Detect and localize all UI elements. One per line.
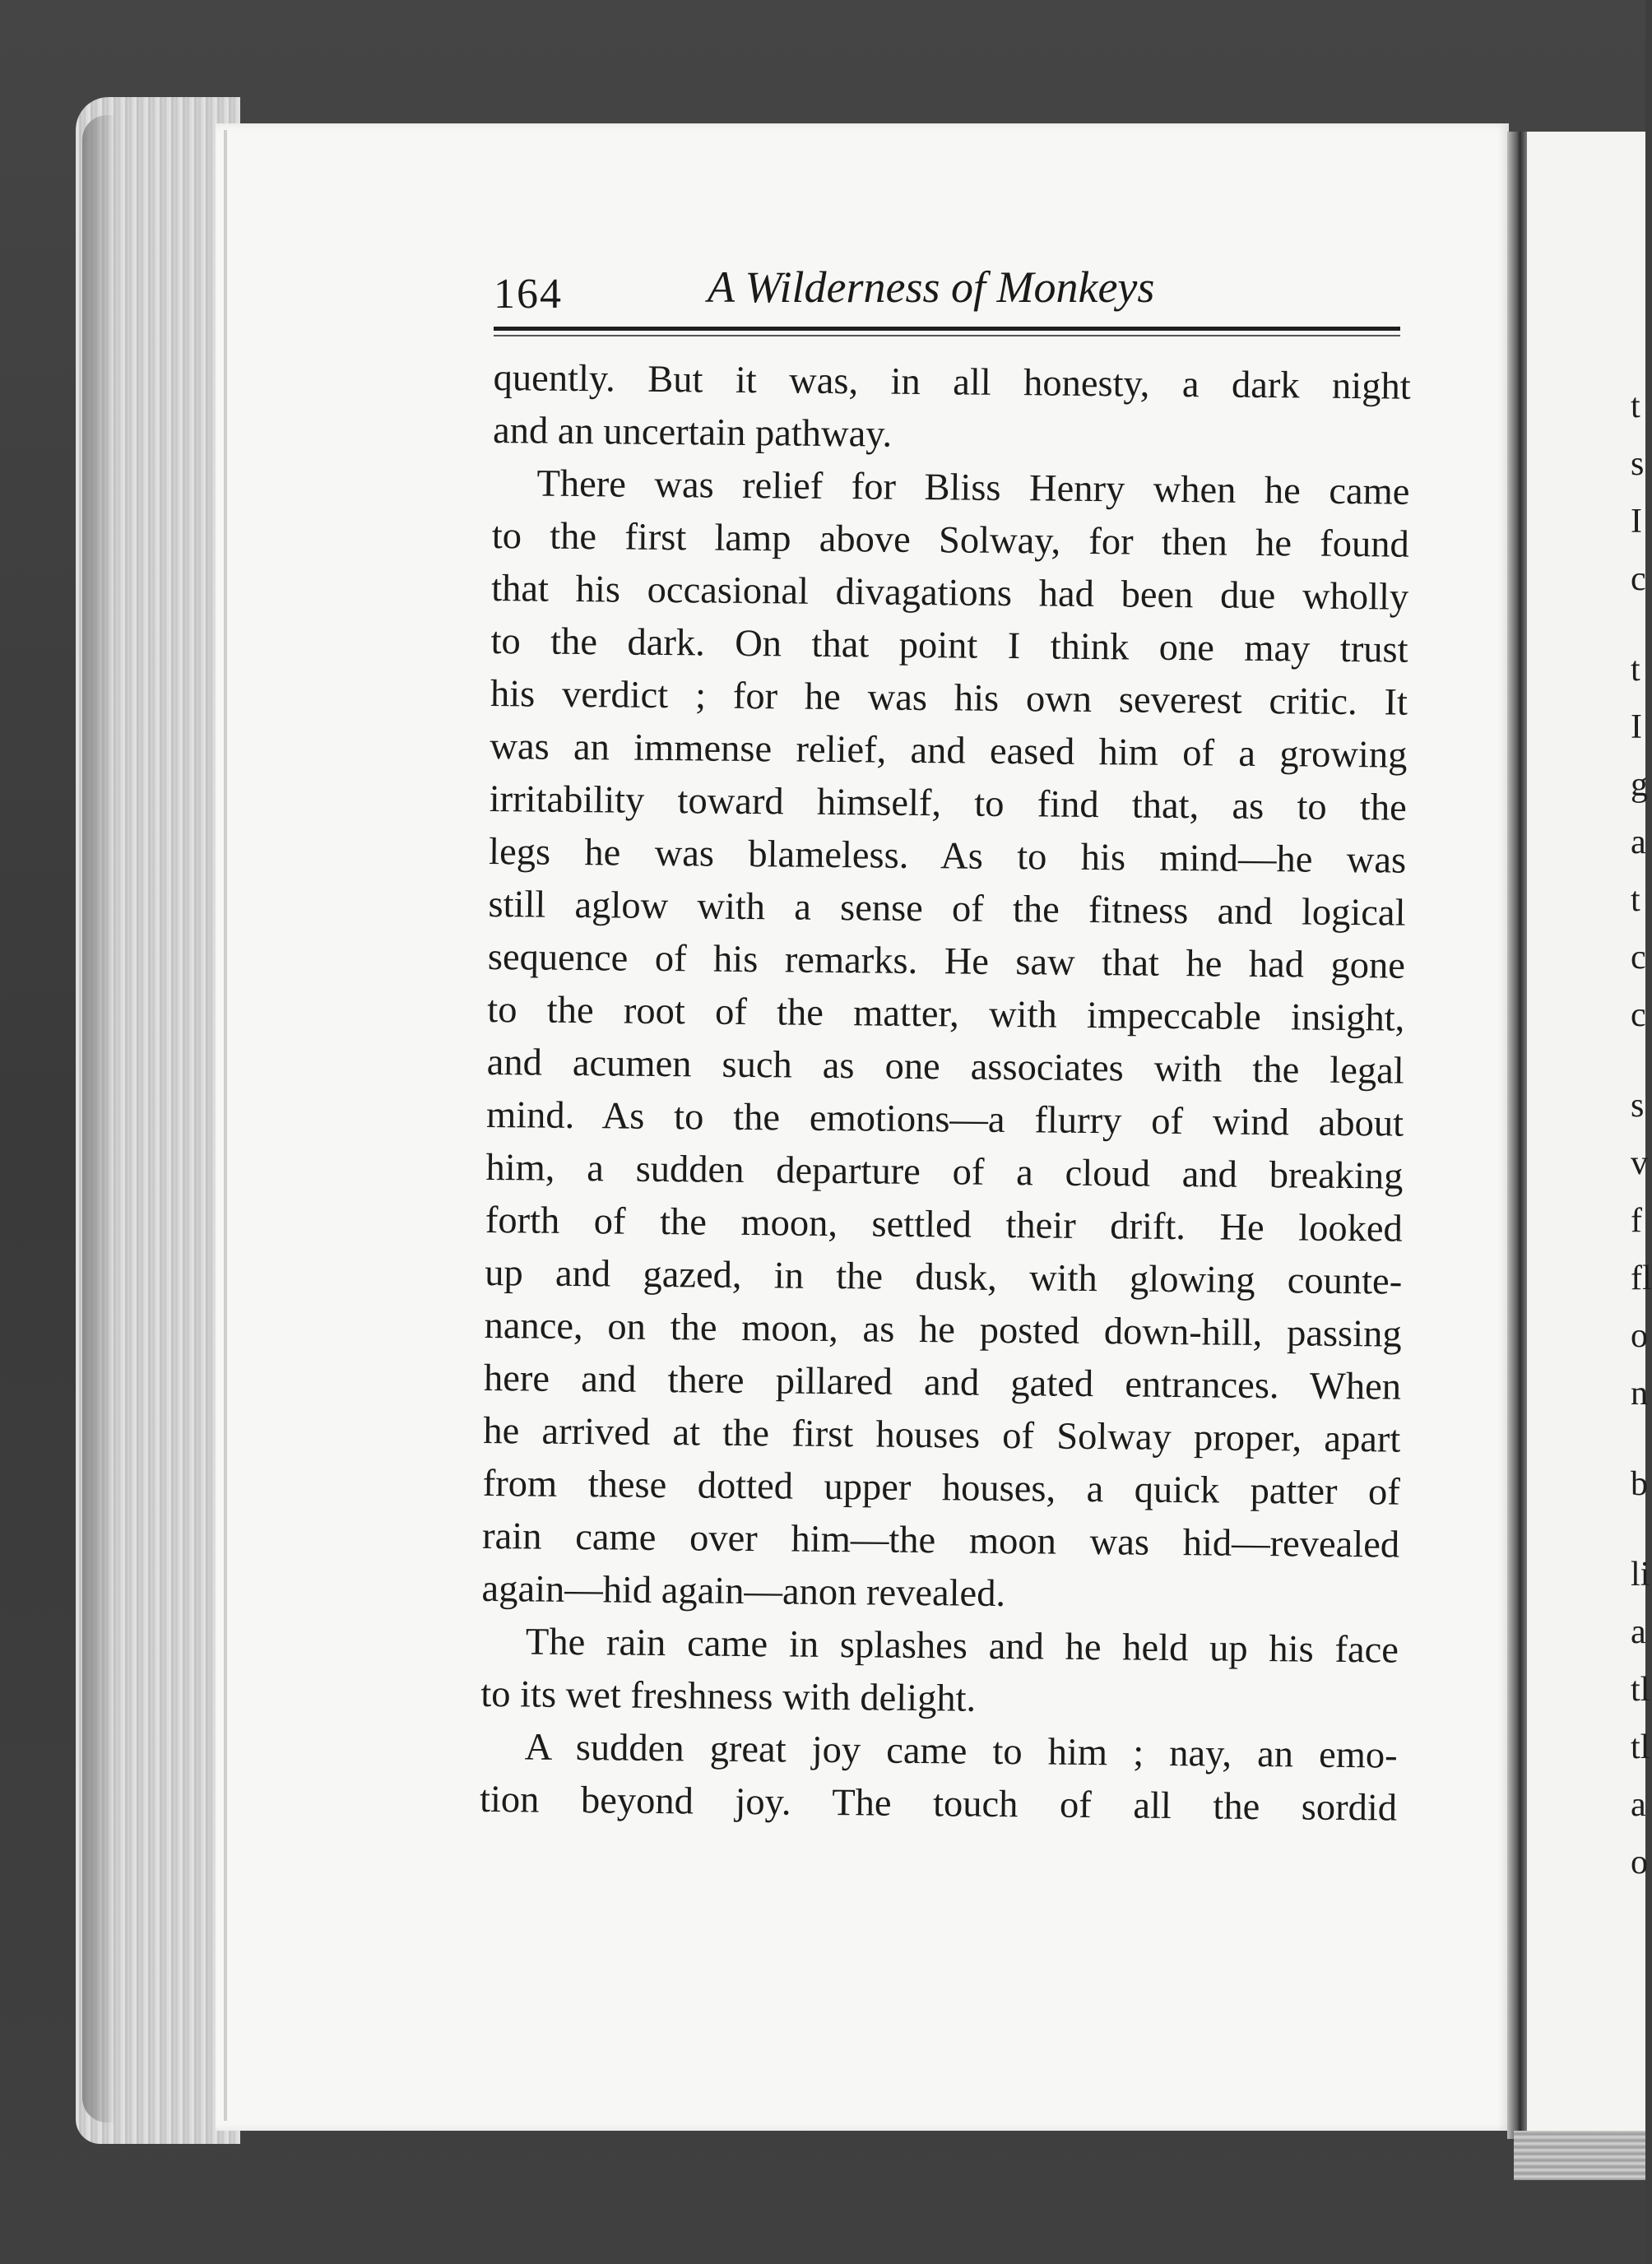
- facing-page-fragment: a: [1631, 1786, 1646, 1824]
- text-line: and acumen such as one associates with the legal: [486, 1041, 1404, 1093]
- facing-page-fragment: s: [1631, 445, 1645, 483]
- header-rule-thin: [494, 335, 1400, 336]
- text-line: his verdict ; for he was his own severest critic. It: [490, 672, 1408, 724]
- text-line: mind. As to the emotions—a flurry of wind about: [485, 1093, 1404, 1145]
- text-line: up and gazed, in the dusk, with glowing counte-: [485, 1251, 1403, 1303]
- facing-page-fragment: g: [1631, 766, 1648, 804]
- facing-page-fragment: c: [1631, 996, 1646, 1034]
- text-line: to the root of the matter, with impeccable insight,: [487, 988, 1405, 1040]
- facing-page-fragment: b: [1631, 1465, 1648, 1503]
- text-line: to the dark. On that point I think one may trust: [490, 619, 1408, 671]
- text-line: to the first lamp above Solway, for then he found: [491, 514, 1410, 566]
- page-edge-shadow: [82, 115, 115, 2122]
- facing-page-fragment: t: [1631, 881, 1640, 919]
- text-line: sequence of his remarks. He saw that he had gone: [487, 935, 1406, 987]
- facing-page-fragment: f: [1631, 1202, 1642, 1240]
- facing-page: [1527, 132, 1645, 2172]
- text-line: forth of the moon, settled their drift. He looked: [485, 1199, 1404, 1250]
- facing-page-fragment: c: [1631, 560, 1646, 598]
- text-line: nance, on the moon, as he posted down-hill, passing: [484, 1304, 1402, 1356]
- facing-page-fragment: o: [1631, 1844, 1648, 1881]
- header-rule: [494, 327, 1400, 331]
- text-line: was an immense relief, and eased him of a growing: [490, 725, 1408, 777]
- facing-page-fragment: tl: [1631, 1728, 1650, 1766]
- facing-page-fragment: a: [1631, 1613, 1646, 1651]
- facing-page-fragment: tl: [1631, 1671, 1650, 1709]
- text-line: again—hid again—anon revealed.: [481, 1567, 1006, 1616]
- book-gutter: [1507, 132, 1529, 2139]
- text-line: he arrived at the first houses of Solway proper, apart: [483, 1409, 1401, 1461]
- text-line: quently. But it was, in all honesty, a dark night: [493, 356, 1411, 408]
- facing-page-fragment: li: [1631, 1556, 1650, 1594]
- text-line: here and there pillared and gated entrances. When: [483, 1357, 1402, 1408]
- text-line: irritability toward himself, to find that, as to the: [489, 777, 1407, 829]
- text-line: tion beyond joy. The touch of all the sordid: [479, 1778, 1398, 1830]
- facing-page-fragment: fl: [1631, 1260, 1652, 1297]
- facing-page-fragment: I: [1631, 708, 1642, 746]
- text-line: There was relief for Bliss Henry when he came: [536, 462, 1410, 513]
- text-line: from these dotted upper houses, a quick patter of: [482, 1462, 1400, 1514]
- text-line: that his occasional divagations had been due wholly: [490, 567, 1409, 619]
- facing-page-edge: [1514, 2131, 1645, 2180]
- facing-page-fragment: n: [1631, 1375, 1648, 1413]
- text-line: and an uncertain pathway.: [492, 409, 893, 456]
- facing-page-fragment: a: [1631, 823, 1646, 861]
- page-number: 164: [494, 271, 563, 318]
- facing-page-fragment: t: [1631, 651, 1640, 689]
- facing-page-fragment: s: [1631, 1087, 1645, 1125]
- text-line: rain came over him—the moon was hid—revealed: [481, 1515, 1400, 1566]
- facing-page-fragment: o: [1631, 1317, 1648, 1355]
- running-head: [494, 262, 1399, 327]
- body-text: [480, 352, 1411, 1835]
- facing-page-fragment: v: [1631, 1144, 1648, 1182]
- page-inner-edge: [224, 130, 227, 2121]
- text-line: still aglow with a sense of the fitness and logical: [488, 883, 1406, 935]
- running-title: A Wilderness of Monkeys: [708, 262, 1155, 312]
- facing-page-fragment: c: [1631, 939, 1646, 977]
- text-line: A sudden great joy came to him ; nay, an emo-: [524, 1726, 1398, 1777]
- text-line: to its wet freshness with delight.: [480, 1672, 977, 1720]
- facing-page-fragment: t: [1631, 387, 1640, 425]
- text-line: The rain came in splashes and he held up his face: [525, 1621, 1399, 1672]
- text-line: him, a sudden departure of a cloud and breaking: [485, 1146, 1404, 1198]
- text-line: legs he was blameless. As to his mind—he was: [488, 830, 1407, 882]
- facing-page-fragment: I: [1631, 503, 1642, 540]
